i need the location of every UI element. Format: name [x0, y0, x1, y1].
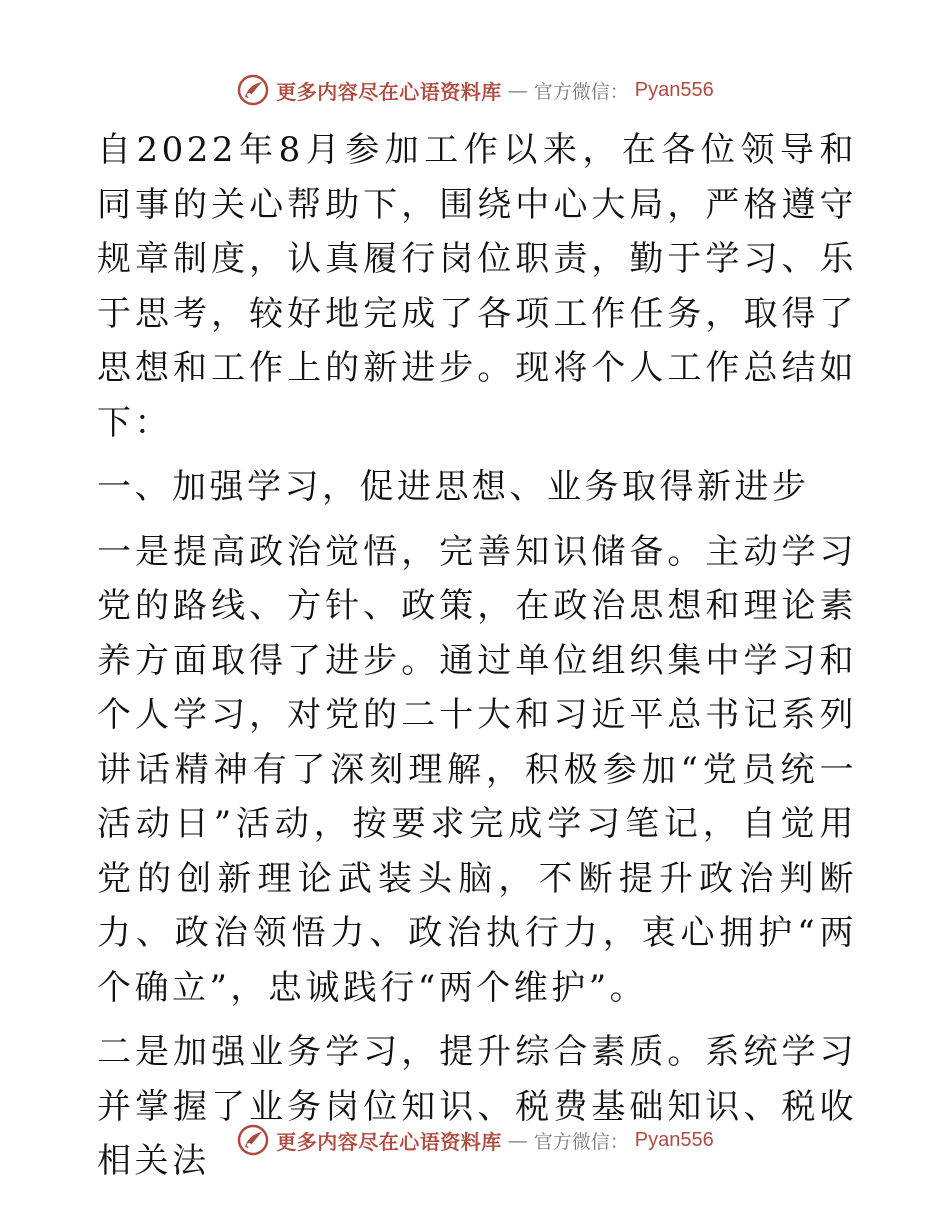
paragraph-point-one: 一是提高政治觉悟，完善知识储备。主动学习党的路线、方针、政策，在政治思想和理论素养方面取得了进步。通过单位组织集中学习和个人学习，对党的二十大和习近平总书记系列讲话精神有了深刻理解，积极参加“党员统一活动日”活动，按要求完成学习笔记，自觉用党的创新理论武装头脑，不断提升政治判断力、政治领悟力、政治执行力，衷心拥护“两个确立”，忠诚践行“两个维护”。: [97, 531, 857, 1008]
document-body: [97, 123, 857, 1189]
wechat-id: Pyan556: [634, 1128, 714, 1151]
banner-text: 更多内容尽在心语资料库: [276, 79, 502, 104]
wechat-id: Pyan556: [634, 78, 714, 101]
paragraph-intro: 自2022年8月参加工作以来，在各位领导和同事的关心帮助下，围绕中心大局，严格遵守规章制度，认真履行岗位职责，勤于学习、乐于思考，较好地完成了各项工作任务，取得了思想和工作上的新进步。现将个人工作总结如下：: [97, 130, 857, 443]
logo-icon: [236, 1123, 270, 1157]
banner-text: 更多内容尽在心语资料库: [276, 1129, 502, 1154]
logo-icon: [236, 73, 270, 107]
wechat-label: 官方微信：: [533, 80, 629, 103]
footer-banner: [0, 1120, 950, 1160]
wechat-label: 官方微信：: [533, 1130, 629, 1153]
banner-separator: —: [507, 78, 528, 102]
header-banner: [0, 70, 950, 110]
banner-separator: —: [507, 1128, 528, 1152]
paragraph-point-two: 二是加强业务学习，提升综合素质。系统学习并掌握了业务岗位知识、税费基础知识、税收相关法: [97, 1032, 857, 1181]
section-heading: 一、加强学习，促进思想、业务取得新进步: [97, 467, 810, 507]
